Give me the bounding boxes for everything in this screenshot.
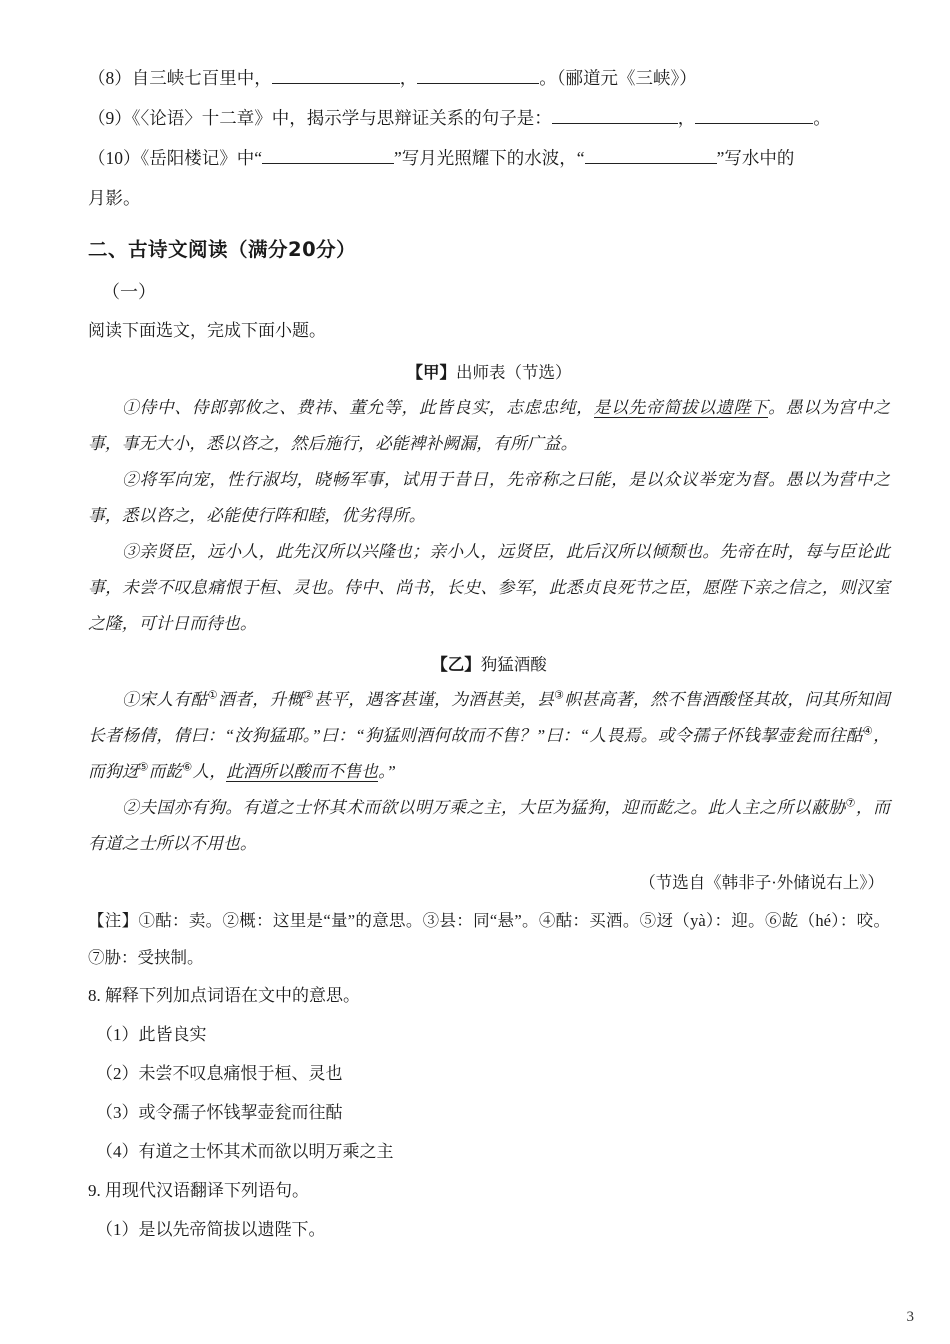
memorization-item-8 xyxy=(88,58,890,98)
underlined-phrase: 此酒所以酸而不售也 xyxy=(226,762,379,781)
passage-jia-paragraph-2 xyxy=(88,462,890,534)
passage-yi-title xyxy=(88,648,890,682)
question-9-item-1: （1）是以先帝简拔以遗陛下。 xyxy=(96,1220,326,1239)
passage-jia-bracket: 【甲】 xyxy=(406,363,456,382)
item-text-before: 《〈论语〉十二章》中，揭示学与思辩证关系的句子是： xyxy=(131,108,552,128)
subsection-label: （一） xyxy=(102,282,156,302)
memorization-item-9 xyxy=(88,98,890,138)
question-8-item-2: （2）未尝不叹息痛恨于桓、灵也 xyxy=(96,1064,343,1083)
passage-yi-bracket: 【乙】 xyxy=(431,655,481,674)
note-ref-4: ④ xyxy=(862,725,874,738)
question-8-item-3: （3）或令孺子怀钱挈壶瓮而往酤 xyxy=(96,1103,343,1122)
text-seg: 。” xyxy=(378,762,396,781)
notes-label: 【注】 xyxy=(88,911,139,930)
note-ref-1: ① xyxy=(207,689,218,702)
text-seg: 酒者，升概 xyxy=(218,690,304,709)
paragraph-text: 亲贤臣，远小人，此先汉所以兴隆也；亲小人，远贤臣，此后汉所以倾颓也。先帝在时，每与臣论此事，未尝不叹息痛恨于桓、灵也。侍中、尚书，长史、参军，此悉贞良死节之臣，愿陛下亲之信之，则汉室之隆，可计日而待也。 xyxy=(88,542,890,633)
text-seg: 宋人有酤 xyxy=(139,690,208,709)
passage-jia-paragraph-1 xyxy=(88,390,890,462)
item-text-after: 。（郦道元《三峡》） xyxy=(539,68,697,88)
item-text-mid: ， xyxy=(399,68,418,88)
question-number: 9. xyxy=(88,1181,101,1200)
paragraph-text: 将军向宠，性行淑均，晓畅军事，试用于昔日，先帝称之曰能，是以众议举宠为督。愚以为营中之事，悉以咨之，必能使行阵和睦，优劣得所。 xyxy=(88,470,890,525)
item-number: （9） xyxy=(88,108,132,128)
paragraph-marker: ① xyxy=(122,398,140,417)
item-number: （10） xyxy=(88,148,141,168)
item-text-after: ”写水中的 xyxy=(716,148,795,168)
paragraph-marker: ③ xyxy=(122,542,140,561)
notes-block xyxy=(88,902,890,976)
question-9 xyxy=(88,1171,890,1210)
item-text-mid: ”写月光照耀下的水波，“ xyxy=(394,148,585,168)
text-seg: ，而狗迓 xyxy=(88,726,890,781)
item-number: （8） xyxy=(88,68,132,88)
passage-jia-paragraph-3 xyxy=(88,534,890,642)
text-seg: 人， xyxy=(192,762,227,781)
underlined-phrase: 是以先帝简拔以遗陛下 xyxy=(593,398,769,417)
text-seg: ，而有道之士所以不用也。 xyxy=(88,798,891,853)
item-text-mid: ， xyxy=(677,108,696,128)
section-heading: 二、古诗文阅读（满分20分） xyxy=(88,238,357,261)
passage-yi-paragraph-1 xyxy=(88,682,890,790)
page-number: 3 xyxy=(906,1309,914,1325)
paragraph-text-part2: 。愚以为宫中之事，事无大小，悉以咨之，然后施行，必能裨补阙漏，有所广益。 xyxy=(88,398,890,453)
question-prompt: 用现代汉语翻译下列语句。 xyxy=(105,1181,309,1200)
note-ref-3: ③ xyxy=(554,689,565,702)
note-ref-2: ② xyxy=(303,689,314,702)
question-8-item-4: （4）有道之士怀其术而欲以明万乘之主 xyxy=(96,1142,394,1161)
memorization-block xyxy=(88,58,890,218)
note-ref-7: ⑦ xyxy=(845,797,856,810)
passage-jia-title-text: 出师表（节选） xyxy=(456,363,572,382)
item-text-after: 。 xyxy=(813,108,831,128)
answer-blank[interactable] xyxy=(585,148,717,164)
question-prompt: 解释下列加点词语在文中的意思。 xyxy=(105,986,360,1005)
text-seg: 而龁 xyxy=(148,762,183,781)
text-seg: 帜甚高著，然不售酒酸怪其故，问其所知闾长者杨倩，倩曰：“汝狗猛耶。”曰：“狗猛则酒何故而不售？”曰：“人畏焉。或令孺子怀钱挈壶瓮而往酤 xyxy=(88,690,890,745)
item-text-before: 《岳阳楼记》中“ xyxy=(140,148,263,168)
text-seg: 夫国亦有狗。有道之士怀其术而欲以明万乘之主，大臣为猛狗，迎而龁之。此人主之所以蔽胁 xyxy=(139,798,846,817)
answer-blank[interactable] xyxy=(552,108,678,124)
question-8 xyxy=(88,976,890,1015)
answer-blank[interactable] xyxy=(272,68,400,84)
answer-blank[interactable] xyxy=(417,68,539,84)
paragraph-marker: ② xyxy=(122,798,140,817)
item-text-before: 自三峡七百里中， xyxy=(131,68,272,88)
text-seg: 甚平，遇客甚谨，为酒甚美，县 xyxy=(314,690,555,709)
passage-jia-title xyxy=(88,356,890,390)
paragraph-text-part1: 侍中、侍郎郭攸之、费祎、董允等，此皆良实，志虑忠纯， xyxy=(139,398,594,417)
reading-instruction: 阅读下面选文，完成下面小题。 xyxy=(88,321,326,340)
passage-yi-source: （节选自《韩非子·外储说右上》） xyxy=(639,873,884,892)
paragraph-marker: ② xyxy=(122,470,140,489)
paragraph-marker: ① xyxy=(122,690,140,709)
note-ref-5: ⑤ xyxy=(138,761,149,774)
passage-yi-title-text: 狗猛酒酸 xyxy=(480,655,547,674)
note-ref-6: ⑥ xyxy=(182,761,193,774)
memorization-item-10-continuation: 月影。 xyxy=(88,188,141,208)
question-8-item-1: （1）此皆良实 xyxy=(96,1025,207,1044)
answer-blank[interactable] xyxy=(262,148,394,164)
passage-yi-paragraph-2 xyxy=(88,790,890,862)
notes-text: ①酤：卖。②概：这里是“量”的意思。③县：同“悬”。④酤：买酒。⑤迓（yà）：迎。⑥龁（hé）：咬。⑦胁：受挟制。 xyxy=(88,911,890,967)
memorization-item-10 xyxy=(88,138,890,178)
question-number: 8. xyxy=(88,986,101,1005)
answer-blank[interactable] xyxy=(695,108,813,124)
